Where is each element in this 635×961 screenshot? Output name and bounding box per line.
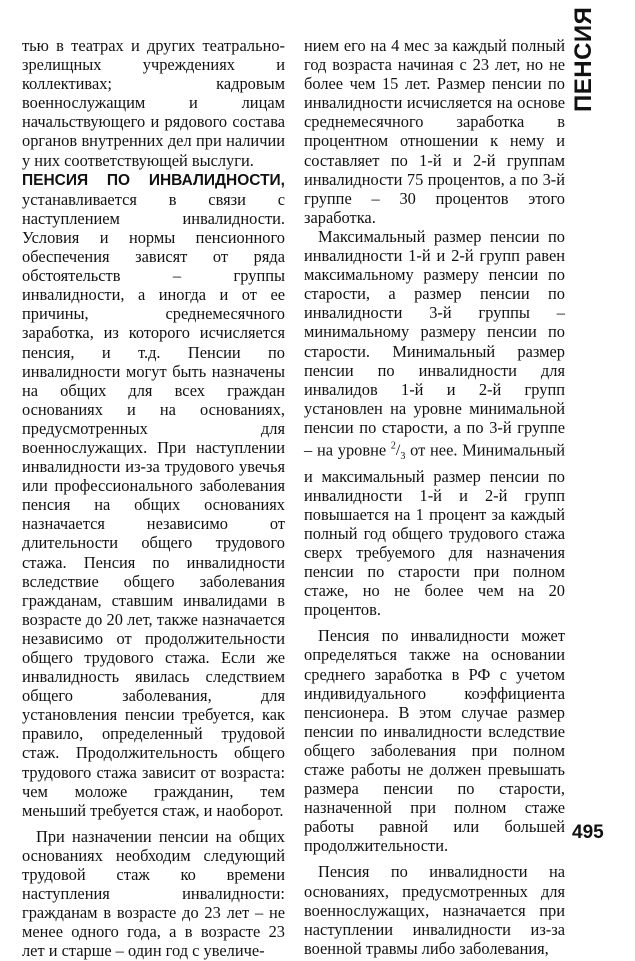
right-column: [304, 36, 565, 958]
right-paragraph-2-end: от нее. Минимальный и максимальный размер пенсии по инвалидности 1-й и 2-й групп повышается на 1 процент за каждый полный год общего трудового стажа сверх требуемого для назначения пенсии по старости при полном стаже, но не более чем на 20 процентов.: [304, 440, 565, 620]
entry-term: ПЕНСИЯ ПО ИНВАЛИДНОСТИ,: [22, 171, 285, 189]
fraction-two-thirds: $^2/_3$: [390, 440, 406, 463]
fraction-denominator: 3: [400, 451, 406, 463]
left-paragraph-3: При назначении пенсии на общих основаниях необходим следующий трудовой стаж ко времени наступления инвалидности: гражданам в возрасте до 23 лет – не менее одного года, а в возрасте 23 лет и старше – один год с увеличе-: [22, 826, 285, 961]
right-paragraph-2-start: Максимальный размер пенсии по инвалидности 1-й и 2-й групп равен максимальному размеру пенсии по старости, а размер пенсии по инвалидности 3-й группы – минимальному размеру пенсии по старости. Минимальный размер пенсии по инвалидности для инвалидов 1-й и 2-й групп установлен на уровне минимальной пенсии по старости, а по 3-й группе – на уровне: [304, 226, 565, 460]
left-column: [22, 36, 285, 961]
section-label: ПЕНСИЯ: [570, 6, 597, 112]
right-paragraph-3: Пенсия по инвалидности может определяться также на основании среднего заработка в РФ с учетом индивидуального коэффициента пенсионера. В этом случае размер пенсии по инвалидности вследствие общего заболевания при полном стаже работы не должен превышать размера пенсии по старости, назначенной при полном стаже работы равной или большей продолжительности.: [304, 626, 565, 856]
left-paragraph-2: [22, 170, 285, 820]
right-paragraph-2: [304, 227, 565, 619]
left-paragraph-1: тью в театрах и других театрально-зрелищных учреждениях и коллективах; кадровым военнослужащим и лицам начальствующего и рядового состава органов внутренних дел при наличии у них соответствующей выслуги.: [22, 36, 285, 170]
page-number: 495: [572, 822, 604, 843]
right-paragraph-1: нием его на 4 мес за каждый полный год возраста начиная с 23 лет, но не более чем 15 лет. Размер пенсии по инвалидности исчисляется на основе среднемесячного заработка в процентном отношении к нему и составляет по 1-й и 2-й группам инвалидности 75 процентов, а по 3-й группе – 30 процентов этого заработка.: [304, 36, 565, 227]
entry-text: устанавливается в связи с наступлением инвалидности. Условия и нормы пенсионного обеспечения зависят от ряда обстоятельств – группы инвалидности, а иногда и от ее причины, среднемесячного заработка, из которого исчисляется пенсия, и т.д. Пенсии по инвалидности могут быть назначены на общих для всех граждан основаниях и на основаниях, предусмотренных для военнослужащих. При наступлении инвалидности из-за трудового увечья или профессионального заболевания пенсия на общих основаниях назначается независимо от длительности общего трудового стажа. Пенсия по инвалидности вследствие общего заболевания гражданам, ставшим инвалидами в возрасте до 20 лет, также назначается независимо от продолжительности общего трудового стажа. Если же инвалидность явилась следствием общего заболевания, для установления пенсии требуется, как правило, определенный трудовой стаж. Продолжительность общего трудового стажа зависит от возраста: чем моложе гражданин, тем меньший требуется стаж, и наоборот.: [22, 189, 285, 820]
fraction-numerator: 2: [390, 440, 396, 452]
right-paragraph-4: Пенсия по инвалидности на основаниях, предусмотренных для военнослужащих, назначается при наступлении инвалидности из-за военной травмы либо заболевания,: [304, 862, 565, 958]
